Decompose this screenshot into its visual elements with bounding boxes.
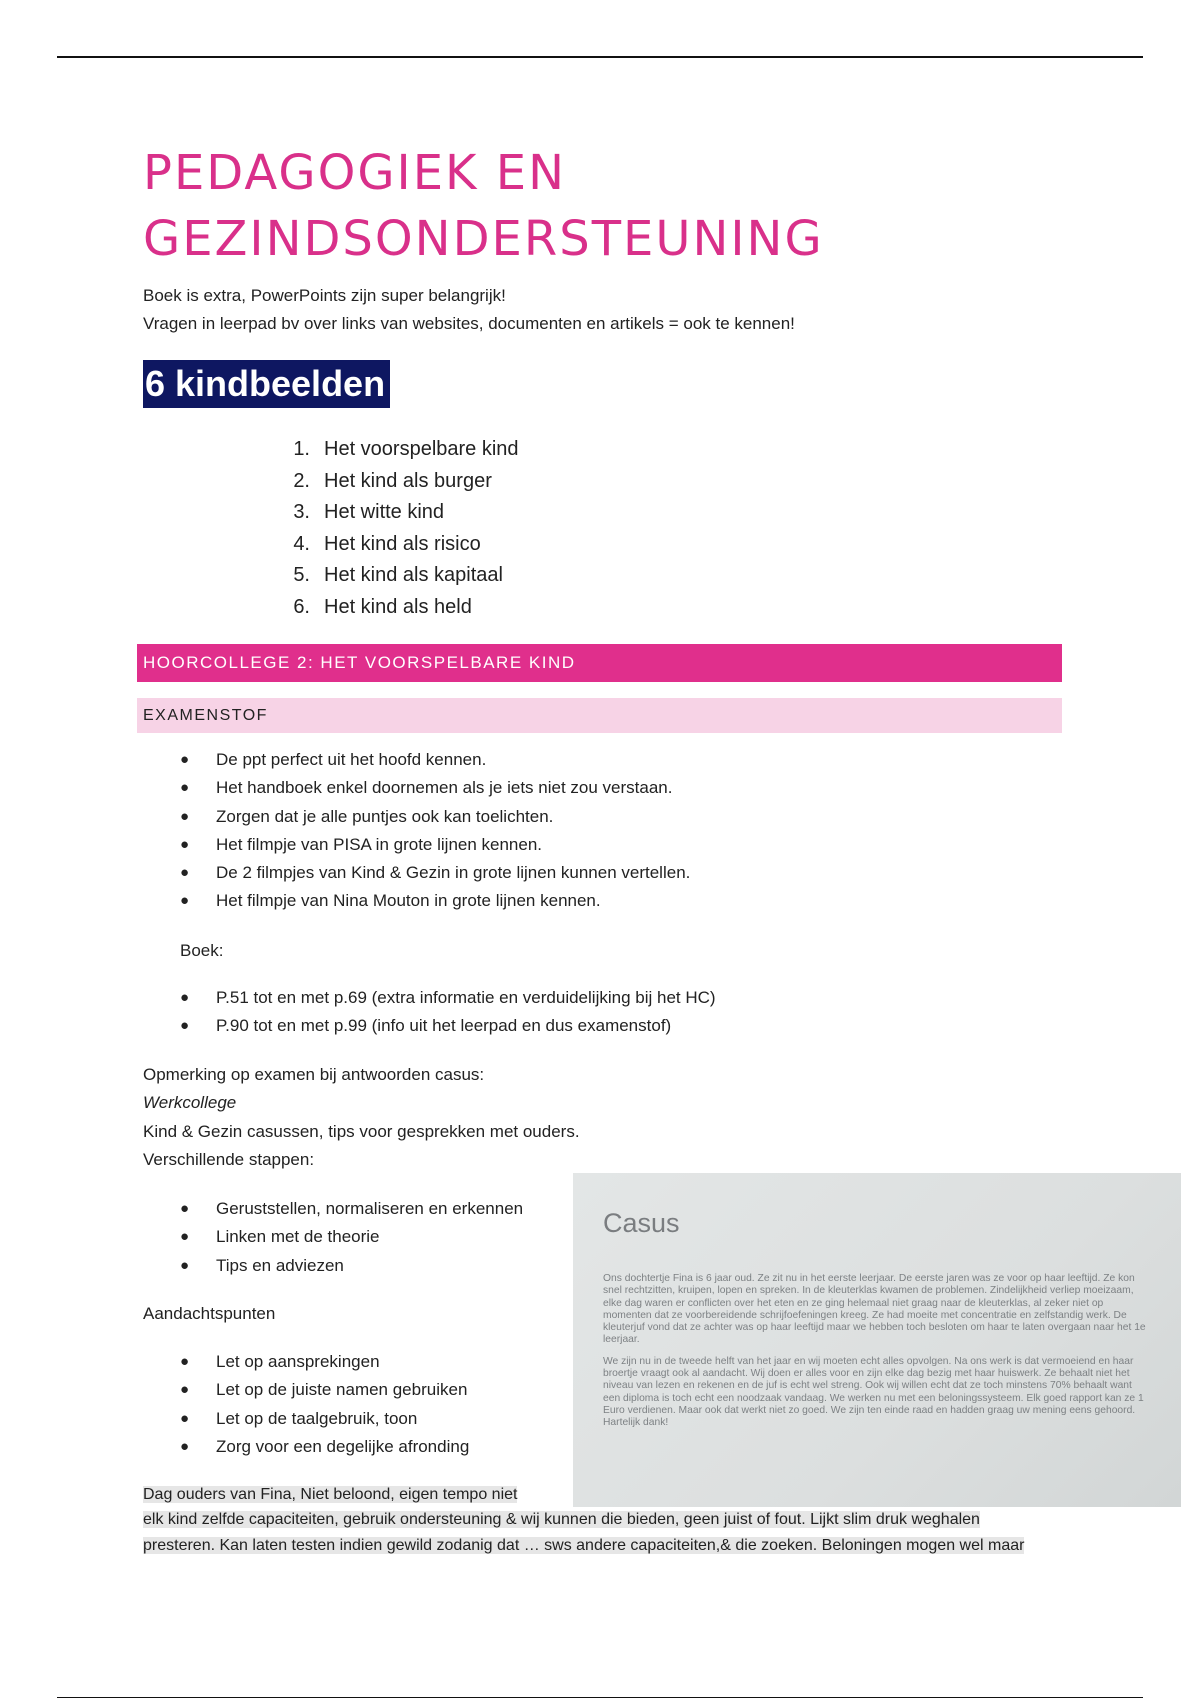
item-text: P.90 tot en met p.99 (info uit het leerpad en dus examenstof) xyxy=(216,1016,672,1036)
casus-photo xyxy=(573,1173,1181,1507)
header-rule xyxy=(57,56,1143,58)
section-heading: HOORCOLLEGE 2: HET VOORSPELBARE KIND xyxy=(137,644,1062,682)
item-text: Geruststellen, normaliseren en erkennen xyxy=(216,1199,524,1218)
item-text: De 2 filmpjes van Kind & Gezin in grote lijnen kunnen vertellen. xyxy=(216,863,691,883)
item-number: 2. xyxy=(293,469,310,492)
item-text: Het filmpje van Nina Mouton in grote lijnen kennen. xyxy=(216,891,601,911)
item-number: 3. xyxy=(293,501,310,524)
highlight-line xyxy=(143,1483,517,1507)
casus-text xyxy=(603,1273,1148,1439)
item-text: Het handboek enkel doornemen als je iets niet zou verstaan. xyxy=(216,778,673,798)
examenstof-list xyxy=(180,746,690,916)
list-item xyxy=(180,887,690,915)
item-text: Let op aansprekingen xyxy=(216,1352,380,1371)
item-text: Let op de taalgebruik, toon xyxy=(216,1408,418,1428)
bullet-icon: ● xyxy=(180,989,190,1006)
list-item xyxy=(180,774,690,802)
item-text: Het kind als held xyxy=(324,595,472,618)
item-text: De ppt perfect uit het hoofd kennen. xyxy=(216,750,487,769)
item-text: Het voorspelbare kind xyxy=(324,438,519,460)
opmerking-text: Opmerking op examen bij antwoorden casus: xyxy=(143,1065,485,1084)
aandacht-list xyxy=(180,1348,469,1461)
bullet-icon: ● xyxy=(180,807,190,825)
list-item xyxy=(280,466,519,498)
item-text: Linken met de theorie xyxy=(216,1227,380,1247)
item-number: 1. xyxy=(293,438,310,460)
werkcollege-text: Werkcollege xyxy=(143,1093,237,1113)
bullet-icon: ● xyxy=(180,1228,190,1246)
intro-line: Boek is extra, PowerPoints zijn super belangrijk! xyxy=(143,286,506,305)
kindbeelden-heading: 6 kindbeelden xyxy=(143,360,390,408)
highlight-line xyxy=(143,1534,1024,1558)
highlight-text: presteren. Kan laten testen indien gewild zodanig dat … sws andere capaciteiten,& die zoeken. Beloningen mogen wel maar xyxy=(143,1537,1025,1554)
item-text: Het kind als burger xyxy=(324,469,492,492)
intro-line: Vragen in leerpad bv over links van websites, documenten en artikels = ook te kennen! xyxy=(143,314,795,333)
list-item xyxy=(180,1376,469,1404)
list-item xyxy=(180,803,690,831)
list-item xyxy=(280,560,519,592)
stappen-label: Verschillende stappen: xyxy=(143,1149,315,1169)
bullet-icon: ● xyxy=(180,892,190,910)
list-item xyxy=(180,984,716,1012)
item-text: Tips en adviezen xyxy=(216,1255,344,1275)
boek-label: Boek: xyxy=(180,941,224,960)
item-text: Zorgen dat je alle puntjes ook kan toelichten. xyxy=(216,806,554,826)
list-item xyxy=(180,1405,469,1433)
stappen-list xyxy=(180,1195,523,1280)
list-item xyxy=(180,1195,523,1223)
item-number: 6. xyxy=(293,595,310,618)
list-item xyxy=(280,529,519,561)
list-item xyxy=(180,831,690,859)
subsection-heading: EXAMENSTOF xyxy=(137,698,1062,733)
bullet-icon: ● xyxy=(180,1409,190,1427)
list-item xyxy=(180,1223,523,1251)
item-text: Het kind als risico xyxy=(324,532,481,555)
item-text: Het witte kind xyxy=(324,501,445,524)
footer-rule xyxy=(57,1697,1143,1698)
boek-list xyxy=(180,984,716,1041)
list-item xyxy=(180,859,690,887)
bullet-icon: ● xyxy=(180,1381,190,1399)
bullet-icon: ● xyxy=(180,1353,190,1370)
item-text: Het filmpje van PISA in grote lijnen kennen. xyxy=(216,834,543,854)
page-title xyxy=(143,140,1043,272)
bullet-icon: ● xyxy=(180,1256,190,1274)
kindbeelden-list xyxy=(280,434,519,624)
intro-text xyxy=(143,282,795,338)
casus-paragraph: Ons dochtertje Fina is 6 jaar oud. Ze zit nu in het eerste leerjaar. De eerste jaren was ze voor op haar leeftijd. Ze kon snel rechtzitten, kruipen, lopen en spreken. In de kleuterklas kwamen de problemen. Zindelijkheid verliep moeizaam, elke dag waren er conflicten over het eten en ze ging helemaal niet graag naar de kleuterklas, al zeker niet op momenten dat ze voorbereidende schrijfoefeningen kreeg. Ze had moeite met concentratie en zelfstandig werk. De kleuterjuf vond dat ze achter was op haar leeftijd maar we hebben toch besloten om haar te laten overgaan naar het 1e leerjaar. xyxy=(603,1273,1146,1346)
list-item xyxy=(180,1348,469,1376)
list-item xyxy=(180,1012,716,1040)
item-number: 4. xyxy=(293,532,310,555)
highlight-text: elk kind zelfde capaciteiten, gebruik ondersteuning & wij kunnen die bieden, geen juist of fout. Lijkt slim druk weghalen xyxy=(143,1511,980,1528)
bullet-icon: ● xyxy=(180,1200,190,1217)
kind-gezin-text: Kind & Gezin casussen, tips voor gesprekken met ouders. xyxy=(143,1121,580,1141)
title-line-1: PEDAGOGIEK EN xyxy=(143,145,567,201)
item-text: P.51 tot en met p.69 (extra informatie en verduidelijking bij het HC) xyxy=(216,988,716,1007)
bullet-icon: ● xyxy=(180,1017,190,1035)
bullet-icon: ● xyxy=(180,779,190,797)
bullet-icon: ● xyxy=(180,835,190,853)
title-line-2: GEZINDSONDERSTEUNING xyxy=(143,211,824,267)
list-item xyxy=(180,1433,469,1461)
list-item xyxy=(280,497,519,529)
item-text: Zorg voor een degelijke afronding xyxy=(216,1436,470,1456)
item-number: 5. xyxy=(293,564,310,587)
list-item xyxy=(280,434,519,466)
aandacht-label: Aandachtspunten xyxy=(143,1304,276,1323)
bullet-icon: ● xyxy=(180,751,190,768)
bullet-icon: ● xyxy=(180,864,190,882)
bullet-icon: ● xyxy=(180,1437,190,1455)
highlight-line xyxy=(143,1508,980,1532)
item-text: Let op de juiste namen gebruiken xyxy=(216,1380,468,1400)
list-item xyxy=(180,746,690,774)
opmerking-block xyxy=(143,1061,580,1174)
list-item xyxy=(280,592,519,624)
list-item xyxy=(180,1252,523,1280)
highlight-text: Dag ouders van Fina, Niet beloond, eigen tempo niet xyxy=(143,1486,518,1503)
casus-title: Casus xyxy=(603,1208,680,1238)
casus-paragraph: We zijn nu in de tweede helft van het jaar en wij moeten echt alles opvolgen. Na ons werk is dat vermoeiend en haar broertje vraagt ook al aandacht. Wij doen er alles voor en zijn elke dag bezig met haar huiswerk. Ze behaalt niet het niveau van lezen en rekenen en de juf is echt wel streng. Ook wij willen echt dat ze toch minstens 70% behaalt want een diploma is toch echt een noodzaak vandaag. We werken nu met een beloningssysteem. Elk goed rapport kan ze 1 Euro verdienen. Maar ook dat werkt niet zo goed. We zijn ten einde raad en hadden graag uw mening eens gehoord. Hartelijk dank! xyxy=(603,1355,1144,1429)
item-text: Het kind als kapitaal xyxy=(324,564,503,587)
